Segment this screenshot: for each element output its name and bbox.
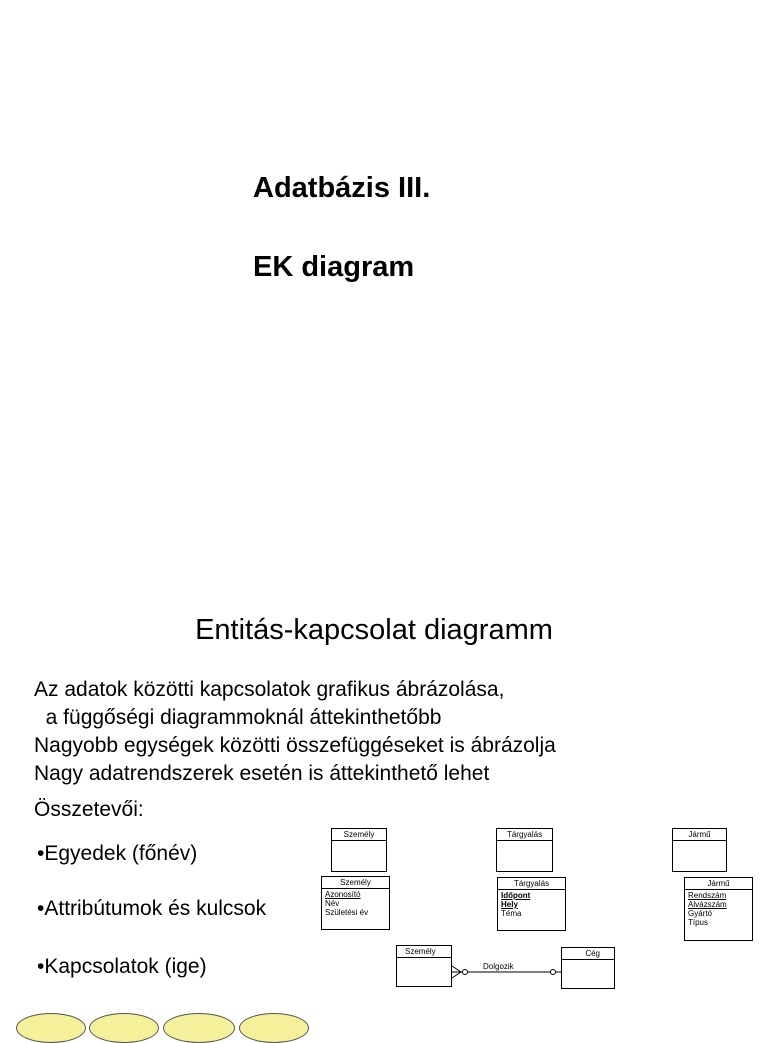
section-heading: Entitás-kapcsolat diagramm: [195, 614, 553, 646]
nav-button[interactable]: [239, 1013, 309, 1043]
entity-box: [331, 828, 387, 872]
attribute: Név: [325, 899, 340, 908]
key-attribute: Azonosító: [325, 890, 361, 899]
key-attribute: Alvázszám: [688, 900, 727, 909]
key-attribute: Hely: [501, 900, 518, 909]
nav-button[interactable]: [16, 1013, 86, 1043]
entity-attributes-box: [321, 876, 390, 930]
relationship-label: Dolgozik: [483, 962, 514, 971]
slide-title: Adatbázis III.: [253, 172, 431, 204]
bullet-attributes: •Attribútumok és kulcsok: [37, 897, 267, 920]
entity-attributes-box: [497, 877, 566, 931]
optional-marker-left: [463, 970, 468, 975]
key-attribute: Rendszám: [688, 891, 727, 900]
attribute: Születési év: [325, 908, 369, 917]
entity-name: Személy: [332, 829, 386, 841]
entity-attributes-box: [684, 877, 753, 941]
attribute: Gyártó: [688, 909, 713, 918]
paragraph-line: Nagyobb egységek közötti összefüggéseket is ábrázolja: [34, 734, 556, 757]
entity-name: Személy: [397, 946, 451, 958]
entity-name: Jármű: [685, 878, 752, 890]
entity-box: [496, 828, 553, 872]
paragraph-line: Nagy adatrendszerek esetén is áttekinthető lehet: [34, 762, 490, 785]
entity-name: Személy: [322, 877, 389, 889]
nav-button[interactable]: [163, 1013, 235, 1043]
paragraph-line: Az adatok közötti kapcsolatok grafikus ábrázolása,: [34, 678, 505, 701]
components-label: Összetevői:: [34, 798, 144, 821]
optional-marker-right: [551, 970, 556, 975]
entity-box: [672, 828, 727, 872]
attribute: Típus: [688, 918, 709, 927]
nav-button[interactable]: [89, 1013, 159, 1043]
bullet-relationships: •Kapcsolatok (ige): [37, 955, 207, 978]
paragraph-line: a függőségi diagrammoknál áttekinthetőbb: [34, 706, 442, 729]
entity-name: Tárgyalás: [497, 829, 552, 841]
entity-name: Cég: [562, 948, 614, 960]
entity-name: Jármű: [673, 829, 726, 841]
key-attribute: Időpont: [501, 891, 531, 900]
attribute: Téma: [501, 909, 522, 918]
slide-subtitle: EK diagram: [253, 251, 415, 283]
bullet-entities: •Egyedek (főnév): [37, 842, 198, 865]
entity-name: Tárgyalás: [498, 878, 565, 890]
